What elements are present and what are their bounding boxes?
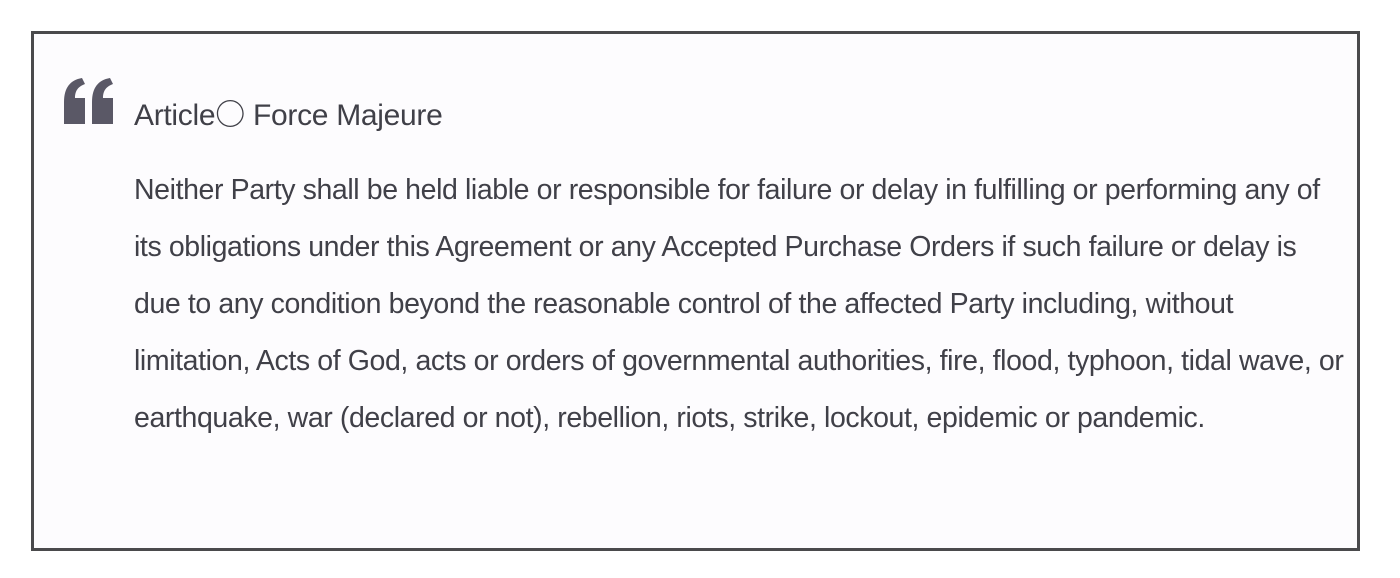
article-body: Neither Party shall be held liable or responsible for failure or delay in fulfilling or performing any of its obligations under this Agreement or any Accepted Purchase Orders if such failure or delay is due to any condition beyond the reasonable control of the affected Party including, without limitation, Acts of God, acts or orders of governmental authorities, fire, flood, typhoon, tidal wave, or earthquake, war (declared or not), rebellion, riots, strike, lockout, epidemic or pandemic. [134,174,1344,434]
article-quote-box [31,31,1360,551]
quote-open-icon [64,78,116,124]
article-title: Article〇 Force Majeure [134,99,443,132]
